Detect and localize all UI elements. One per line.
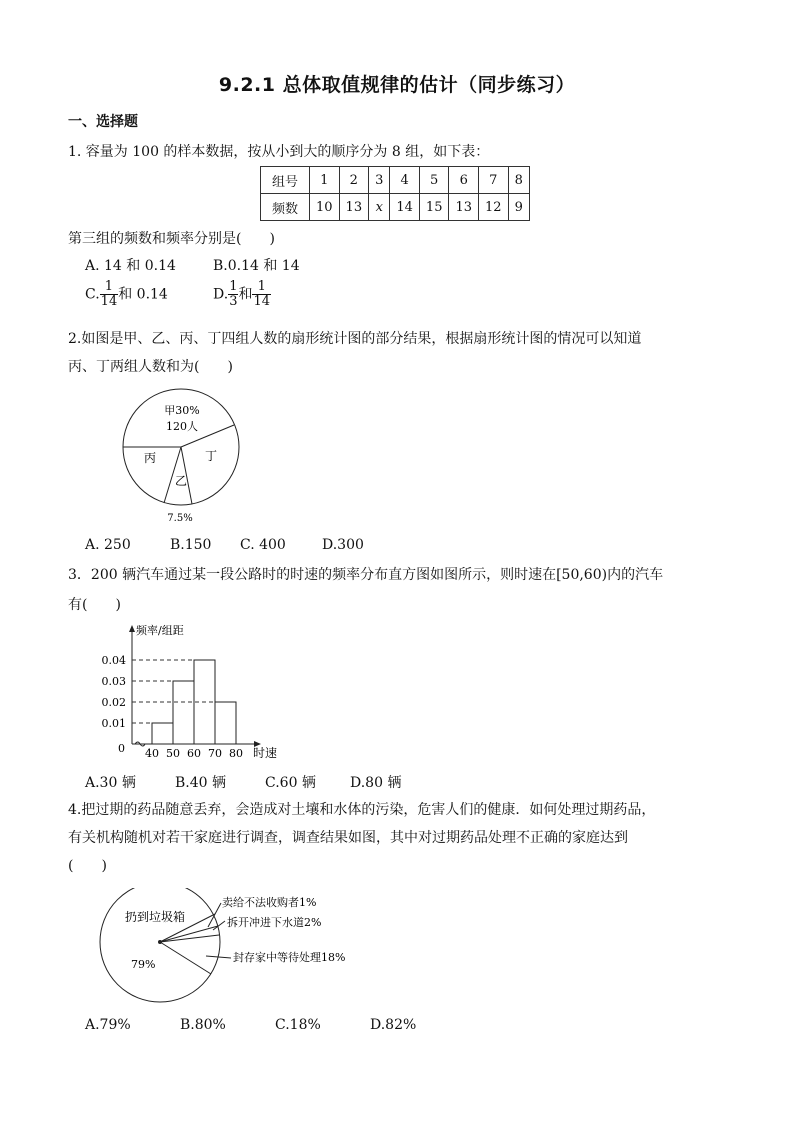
- q4-option-c[interactable]: C.18%: [275, 1017, 321, 1033]
- x-tick-label: 60: [187, 747, 201, 760]
- pie-label-bing: 丙: [143, 451, 157, 465]
- x-tick-label: 80: [229, 747, 243, 760]
- q2-option-b[interactable]: B.150: [170, 537, 212, 553]
- numerator: 1: [252, 280, 271, 295]
- pie-label-store: 封存家中等待处理18%: [233, 951, 346, 964]
- pie-label-trash: 扔到垃圾箱: [125, 910, 186, 924]
- q2-option-a[interactable]: A. 250: [85, 537, 131, 553]
- y-tick-label: 0.02: [101, 696, 126, 709]
- table-row: [261, 194, 530, 221]
- q2-option-d[interactable]: D.300: [322, 537, 364, 553]
- q2-stem-line-2: 丙、丁两组人数和为( ): [68, 359, 233, 375]
- q1-option-a[interactable]: A. 14 和 0.14: [85, 258, 176, 274]
- q1-frequency-table: [260, 166, 530, 221]
- origin-label: 0: [118, 742, 125, 755]
- histogram-bar: [152, 723, 173, 744]
- q2-pie-chart: [110, 380, 260, 530]
- pie-divider: [160, 935, 219, 942]
- pie-divider: [160, 926, 218, 942]
- q1-option-d[interactable]: [213, 280, 271, 309]
- pie-label-trash-pct: 79%: [131, 958, 156, 971]
- q4-stem-line-2: 有关机构随机对若干家庭进行调查，调查结果如图，其中对过期药品处理不正确的家庭达到: [68, 830, 628, 846]
- q3-stem-line-2: 有( ): [68, 597, 121, 613]
- x-axis-label: 时速: [253, 746, 278, 760]
- histogram-bar: [215, 702, 236, 744]
- table-cell: 14: [390, 194, 420, 221]
- y-tick-label: 0.04: [101, 654, 126, 667]
- q4-option-b[interactable]: B.80%: [180, 1017, 226, 1033]
- denominator: 3: [229, 294, 238, 309]
- page-title: 9.2.1 总体取值规律的估计（同步练习）: [218, 74, 576, 96]
- q2-stem-line-1: 2.如图是甲、乙、丙、丁四组人数的扇形统计图的部分结果，根据扇形统计图的情况可以知道: [68, 331, 642, 347]
- table-cell: 1: [310, 167, 340, 194]
- x-tick-label: 50: [166, 747, 180, 760]
- pie-label-jia-pct: 甲30%: [164, 404, 200, 417]
- q4-stem-line-1: 4.把过期的药品随意丢弃，会造成对土壤和水体的污染，危害人们的健康．如何处理过期药品，: [68, 802, 656, 818]
- table-cell: 10: [310, 194, 340, 221]
- q1-question: 第三组的频数和频率分别是( ): [68, 231, 275, 247]
- pie-circle: [100, 888, 220, 1002]
- histogram-bar: [173, 681, 194, 744]
- table-cell: 13: [339, 194, 369, 221]
- table-cell: 7: [479, 167, 509, 194]
- q1-option-b[interactable]: B.0.14 和 14: [213, 258, 300, 274]
- section-heading: 一、选择题: [68, 114, 138, 130]
- table-cell: 3: [369, 167, 390, 194]
- denominator: 14: [100, 294, 118, 309]
- x-tick-label: 70: [208, 747, 222, 760]
- q1-option-c[interactable]: [85, 280, 168, 309]
- q3-stem-line-1: 3．200 辆汽车通过某一段公路时的时速的频率分布直方图如图所示，则时速在[50,60)内的汽车: [68, 567, 664, 583]
- q4-option-d[interactable]: D.82%: [370, 1017, 417, 1033]
- pie-label-jia-count: 120人: [166, 420, 198, 433]
- table-cell: 5: [419, 167, 449, 194]
- table-header-cell: 频数: [261, 194, 310, 221]
- x-tick-label: 40: [145, 747, 159, 760]
- pie-divider: [160, 942, 211, 974]
- pie-label-ding: 丁: [204, 449, 218, 463]
- q2-option-c[interactable]: C. 400: [240, 537, 286, 553]
- table-cell: 12: [479, 194, 509, 221]
- y-axis-arrow: [129, 625, 135, 632]
- q4-stem-line-3: ( ): [68, 858, 107, 874]
- fraction: [100, 280, 119, 309]
- pie-label-sell: 卖给不法收购者1%: [222, 896, 317, 909]
- pie-label-yi-pct: 7.5%: [167, 513, 193, 524]
- y-axis-label: 频率/组距: [136, 624, 184, 637]
- q4-pie-chart: [95, 888, 375, 1016]
- pie-label-flush: 拆开冲进下水道2%: [227, 916, 322, 929]
- table-cell: 2: [339, 167, 369, 194]
- y-tick-label: 0.03: [101, 675, 126, 688]
- table-cell: 6: [449, 167, 479, 194]
- y-tick-label: 0.01: [101, 717, 126, 730]
- option-c-prefix: C.: [85, 286, 100, 303]
- option-d-prefix: D.: [213, 286, 229, 303]
- q1-stem: 1. 容量为 100 的样本数据，按从小到大的顺序分为 8 组，如下表：: [68, 144, 490, 160]
- q3-option-c[interactable]: C.60 辆: [265, 775, 316, 791]
- table-cell: 8: [508, 167, 529, 194]
- q4-option-a[interactable]: A.79%: [85, 1017, 131, 1033]
- table-cell: 15: [419, 194, 449, 221]
- pie-label-yi: 乙: [174, 474, 188, 488]
- q3-option-d[interactable]: D.80 辆: [350, 775, 402, 791]
- table-cell: 13: [449, 194, 479, 221]
- denominator: 14: [253, 294, 271, 309]
- option-c-suffix: 和 0.14: [118, 286, 168, 303]
- fraction: [228, 280, 238, 309]
- option-d-mid: 和: [238, 286, 253, 303]
- leader-line: [208, 903, 221, 927]
- numerator: 1: [100, 280, 119, 295]
- q3-option-a[interactable]: A.30 辆: [85, 775, 136, 791]
- table-cell: x: [369, 194, 390, 221]
- fraction: [252, 280, 271, 309]
- table-header-cell: 组号: [261, 167, 310, 194]
- table-cell: 4: [390, 167, 420, 194]
- q3-option-b[interactable]: B.40 辆: [175, 775, 227, 791]
- numerator: 1: [229, 279, 238, 294]
- table-cell: 9: [508, 194, 529, 221]
- table-row: [261, 167, 530, 194]
- q3-histogram: [90, 618, 300, 764]
